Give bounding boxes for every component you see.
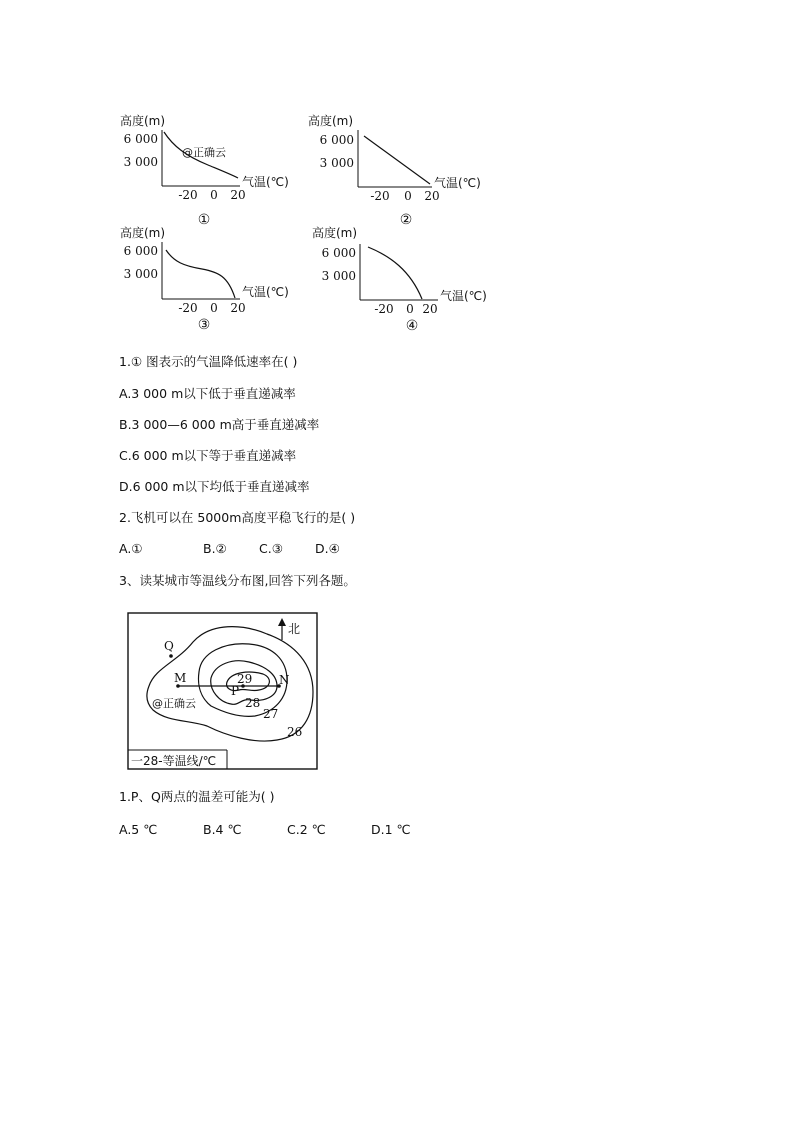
question-4-option-d[interactable]: D.1 ℃ — [371, 822, 411, 837]
question-3-stem: 3、读某城市等温线分布图,回答下列各题。 — [119, 573, 356, 588]
y-tick-3000: 3 000 — [123, 155, 158, 169]
y-axis-label: 高度(m) — [312, 226, 358, 240]
x-tick-0: 0 — [406, 302, 414, 316]
x-tick-20: 20 — [230, 301, 246, 315]
point-p-label: P — [231, 684, 240, 698]
x-axis-label: 气温(℃) — [242, 285, 289, 299]
point-q-label: Q — [164, 639, 174, 653]
x-tick-20: 20 — [422, 302, 438, 316]
question-4-option-a[interactable]: A.5 ℃ — [119, 822, 158, 837]
question-4-stem: 1.P、Q两点的温差可能为( ) — [119, 789, 275, 804]
y-tick-3000: 3 000 — [321, 269, 356, 283]
temperature-curve — [368, 247, 422, 299]
isotherm-map-svg — [127, 612, 319, 772]
chart-3-svg — [118, 222, 308, 342]
x-axis-label: 气温(℃) — [434, 176, 481, 190]
question-2-option-c[interactable]: C.③ — [259, 541, 283, 556]
point-n-label: N — [279, 673, 290, 687]
y-axis-label: 高度(m) — [120, 226, 166, 240]
point-m-label: M — [174, 671, 187, 685]
legend-text: 一28-等温线/℃ — [131, 754, 217, 768]
x-tick-neg20: -20 — [374, 302, 394, 316]
isotherm-label-26: 26 — [287, 725, 303, 739]
question-2-option-b[interactable]: B.② — [203, 541, 227, 556]
question-2-stem: 2.飞机可以在 5000m高度平稳飞行的是( ) — [119, 510, 356, 525]
chart-2-svg — [306, 110, 506, 230]
question-2-option-a[interactable]: A.① — [119, 541, 143, 556]
temperature-curve — [166, 250, 235, 298]
question-1-stem: 1.① 图表示的气温降低速率在( ) — [119, 354, 298, 369]
chart-number: ④ — [405, 318, 419, 334]
x-tick-20: 20 — [230, 188, 246, 202]
watermark: @正确云 — [182, 146, 226, 159]
question-1-option-a[interactable]: A.3 000 m以下低于垂直递减率 — [119, 386, 296, 401]
y-axis-label: 高度(m) — [120, 114, 166, 128]
x-tick-0: 0 — [210, 301, 218, 315]
question-4-option-b[interactable]: B.4 ℃ — [203, 822, 242, 837]
y-tick-6000: 6 000 — [321, 246, 356, 260]
y-axis-label: 高度(m) — [308, 114, 354, 128]
chart-2 — [306, 110, 506, 234]
y-tick-3000: 3 000 — [319, 156, 354, 170]
y-tick-6000: 6 000 — [123, 244, 158, 258]
question-2-option-d[interactable]: D.④ — [315, 541, 340, 556]
chart-number: ③ — [197, 317, 211, 333]
point-q-dot — [169, 654, 173, 658]
isotherm-label-29: 29 — [237, 672, 253, 686]
chart-1-svg — [118, 110, 308, 230]
x-tick-0: 0 — [404, 189, 412, 203]
question-1-option-c[interactable]: C.6 000 m以下等于垂直递减率 — [119, 448, 297, 463]
x-tick-neg20: -20 — [370, 189, 390, 203]
temperature-curve — [364, 136, 430, 184]
isotherm-map — [127, 612, 319, 776]
question-1-option-d[interactable]: D.6 000 m以下均低于垂直递减率 — [119, 479, 310, 494]
chart-3 — [118, 222, 308, 346]
isotherm-label-27: 27 — [263, 707, 279, 721]
chart-number: ② — [399, 212, 413, 228]
y-tick-6000: 6 000 — [319, 133, 354, 147]
north-label: 北 — [288, 622, 301, 636]
isotherm-label-28: 28 — [245, 696, 261, 710]
question-2-options — [119, 541, 340, 556]
x-tick-neg20: -20 — [178, 188, 198, 202]
chart-4-svg — [310, 222, 510, 342]
x-axis-label: 气温(℃) — [242, 175, 289, 189]
watermark: @正确云 — [152, 697, 196, 710]
map-frame — [128, 613, 317, 769]
question-4-options — [119, 822, 411, 837]
chart-number: ① — [197, 212, 211, 228]
question-4-option-c[interactable]: C.2 ℃ — [287, 822, 326, 837]
x-tick-neg20: -20 — [178, 301, 198, 315]
x-axis-label: 气温(℃) — [440, 289, 487, 303]
x-tick-0: 0 — [210, 188, 218, 202]
chart-4 — [310, 222, 510, 346]
y-tick-3000: 3 000 — [123, 267, 158, 281]
x-tick-20: 20 — [424, 189, 440, 203]
question-1-option-b[interactable]: B.3 000—6 000 m高于垂直递减率 — [119, 417, 320, 432]
north-arrow-icon — [278, 618, 286, 626]
y-tick-6000: 6 000 — [123, 132, 158, 146]
chart-1 — [118, 110, 308, 234]
